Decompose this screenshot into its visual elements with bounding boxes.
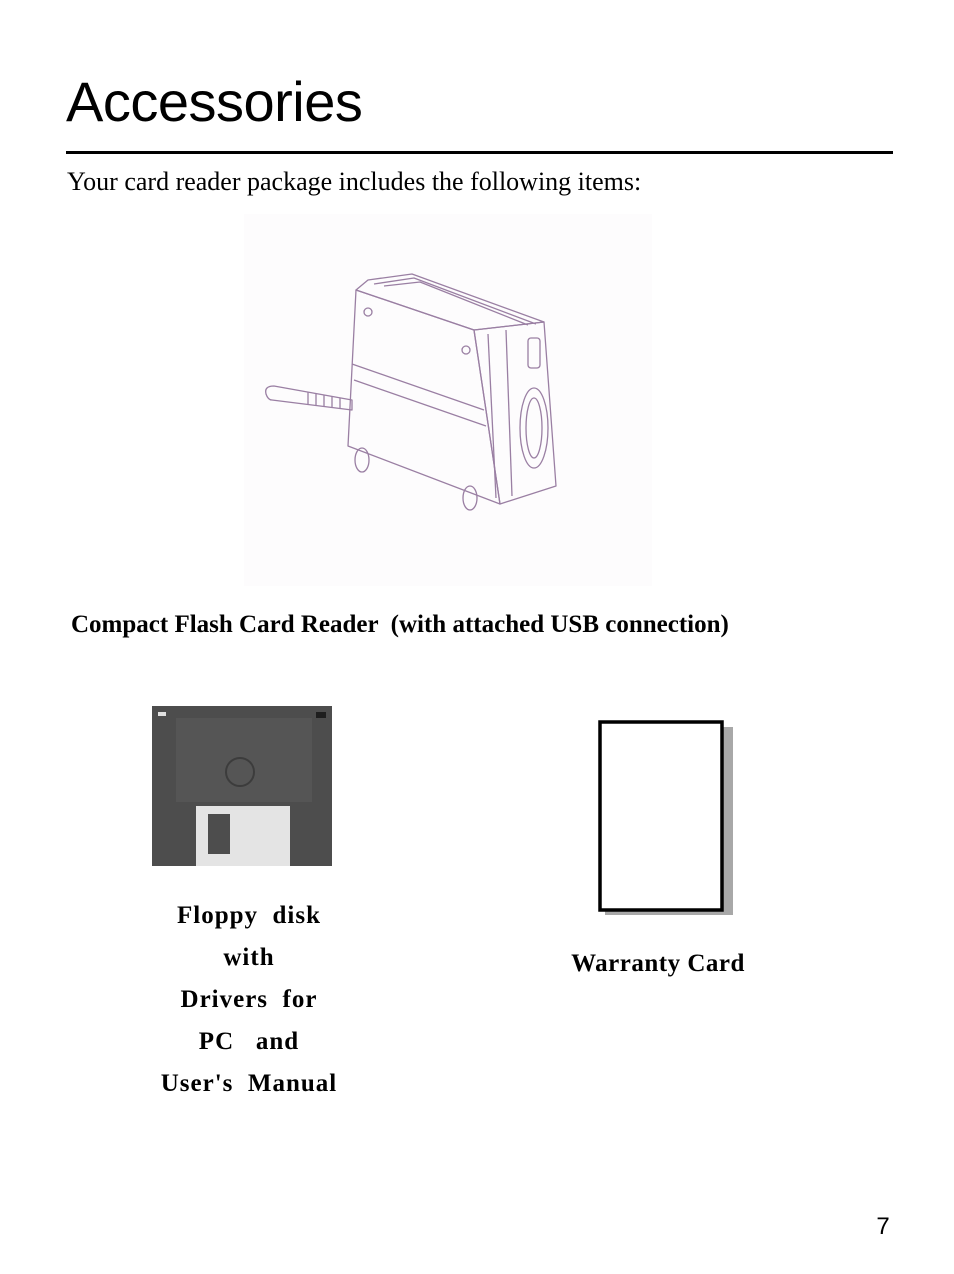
floppy-caption-line: PC and xyxy=(198,1028,300,1055)
title-divider xyxy=(66,151,893,154)
floppy-disk-image xyxy=(152,706,332,866)
page-title: Accessories xyxy=(66,70,363,133)
card-reader-illustration xyxy=(244,214,652,586)
floppy-disk-caption xyxy=(138,895,360,1105)
floppy-caption-line: User's Manual xyxy=(160,1070,338,1097)
floppy-caption-line: Floppy disk xyxy=(176,902,321,929)
warranty-card-caption: Warranty Card xyxy=(571,950,745,977)
card-reader-caption: Compact Flash Card Reader (with attached USB connection) xyxy=(71,611,729,638)
floppy-caption-line: Drivers for xyxy=(180,986,318,1013)
floppy-caption-line: with xyxy=(223,944,275,971)
intro-text: Your card reader package includes the following items: xyxy=(67,167,642,196)
page-number: 7 xyxy=(876,1213,890,1240)
warranty-card-image xyxy=(597,719,737,919)
